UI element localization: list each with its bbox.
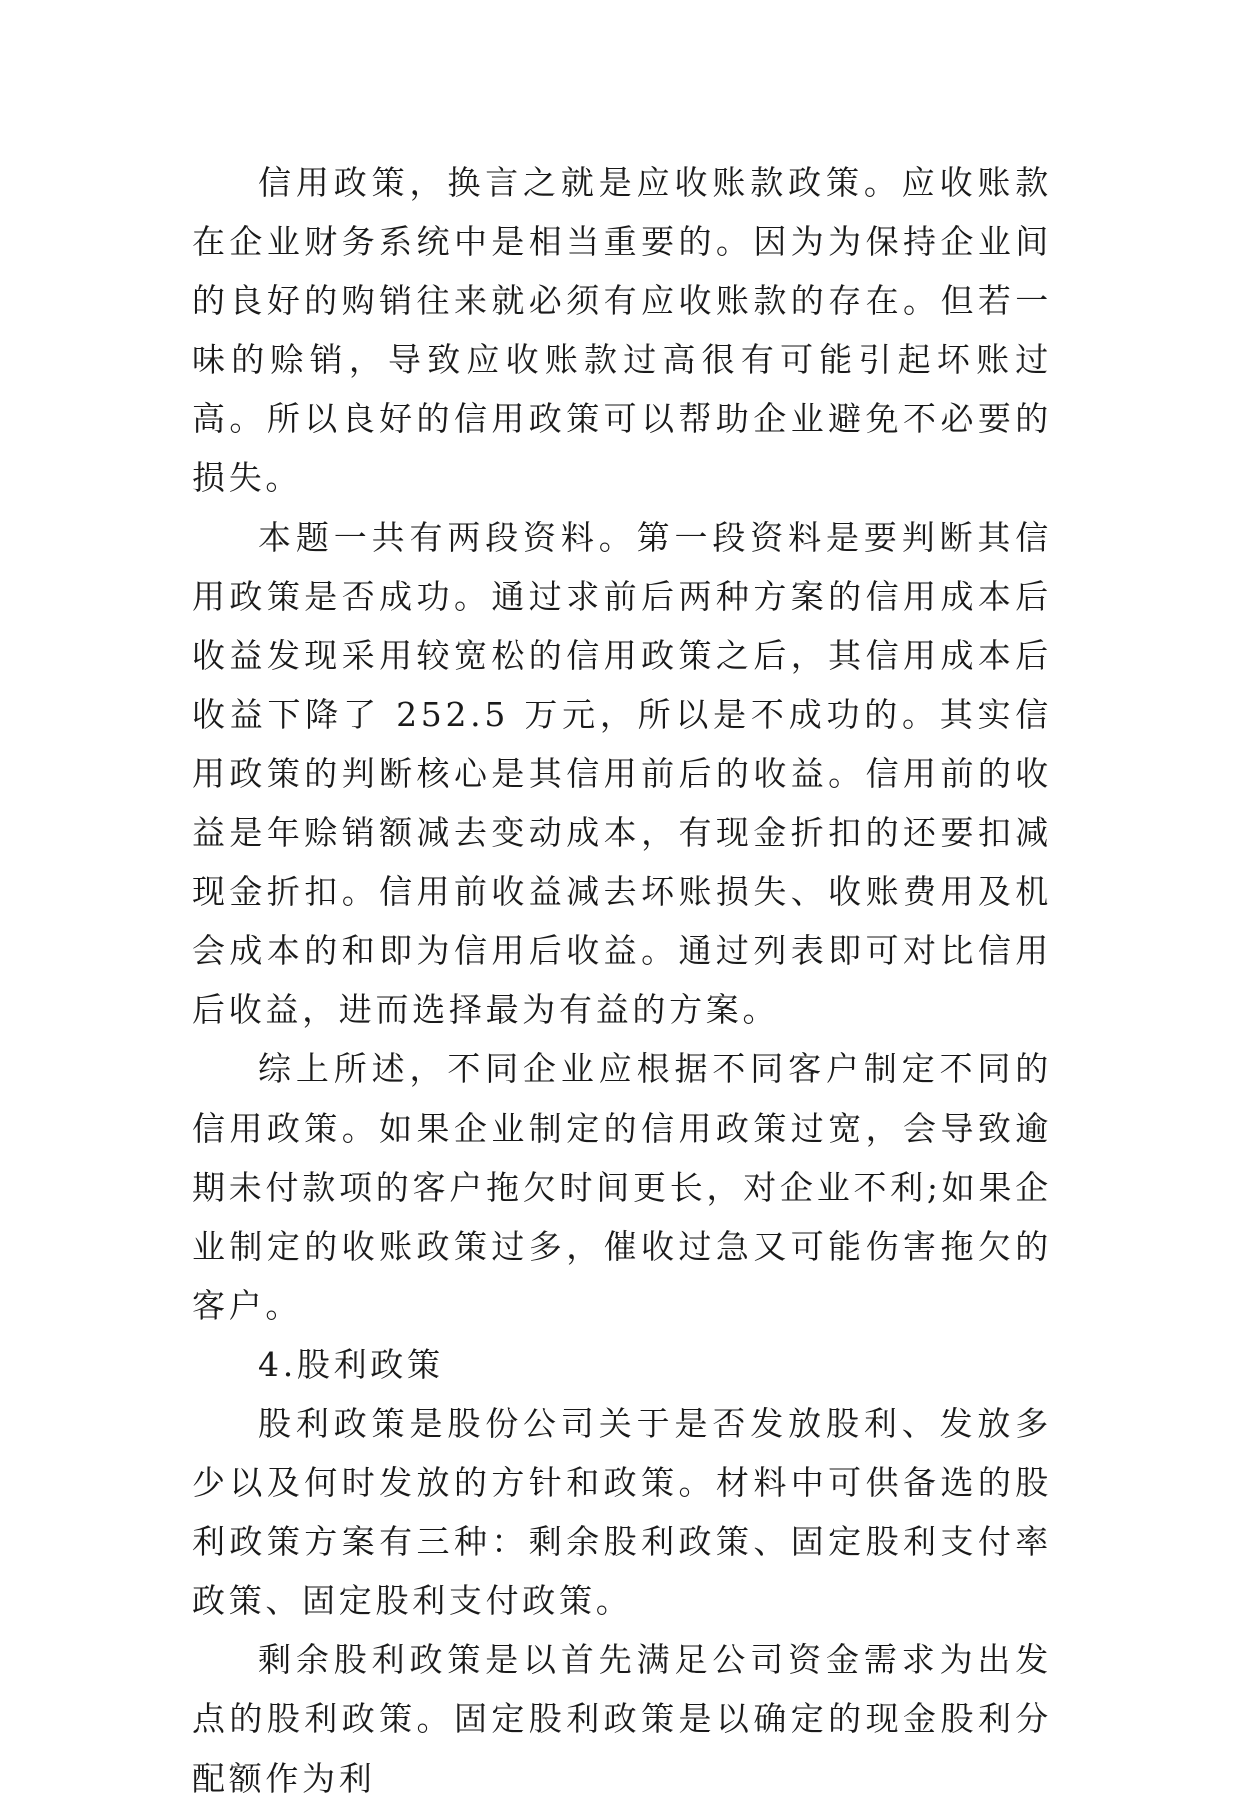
paragraph-dividend-policy: 股利政策是股份公司关于是否发放股利、发放多少以及何时发放的方针和政策。材料中可供备选的股利政策方案有三种：剩余股利政策、固定股利支付率政策、固定股利支付政策。 [192,1403,1052,1621]
paragraph-residual-dividend: 剩余股利政策是以首先满足公司资金需求为出发点的股利政策。固定股利政策是以确定的现金股利分配额作为利 [192,1640,1052,1798]
paragraph-conclusion: 综上所述，不同企业应根据不同客户制定不同的信用政策。如果企业制定的信用政策过宽，会导致逾期未付款项的客户拖欠时间更长，对企业不利;如果企业制定的收账政策过多，催收过急又可能伤害拖欠的客户。 [192,1049,1052,1325]
section-heading: 4.股利政策 [258,1344,444,1384]
document-body [192,153,1052,1808]
paragraph-credit-policy: 信用政策，换言之就是应收账款政策。应收账款在企业财务系统中是相当重要的。因为为保持企业间的良好的购销往来就必须有应收账款的存在。但若一味的赊销，导致应收账款过高很有可能引起坏账过高。所以良好的信用政策可以帮助企业避免不必要的损失。 [192,163,1052,498]
paragraph-case-analysis: 本题一共有两段资料。第一段资料是要判断其信用政策是否成功。通过求前后两种方案的信用成本后收益发现采用较宽松的信用政策之后，其信用成本后收益下降了 252.5 万元，所以是不成功的。其实信用政策的判断核心是其信用前后的收益。信用前的收益是年赊销额减去变动成本，有现金折扣的还要扣减现金折扣。信用前收益减去坏账损失、收账费用及机会成本的和即为信用后收益。通过列表即可对比信用后收益，进而选择最为有益的方案。 [192,517,1052,1030]
